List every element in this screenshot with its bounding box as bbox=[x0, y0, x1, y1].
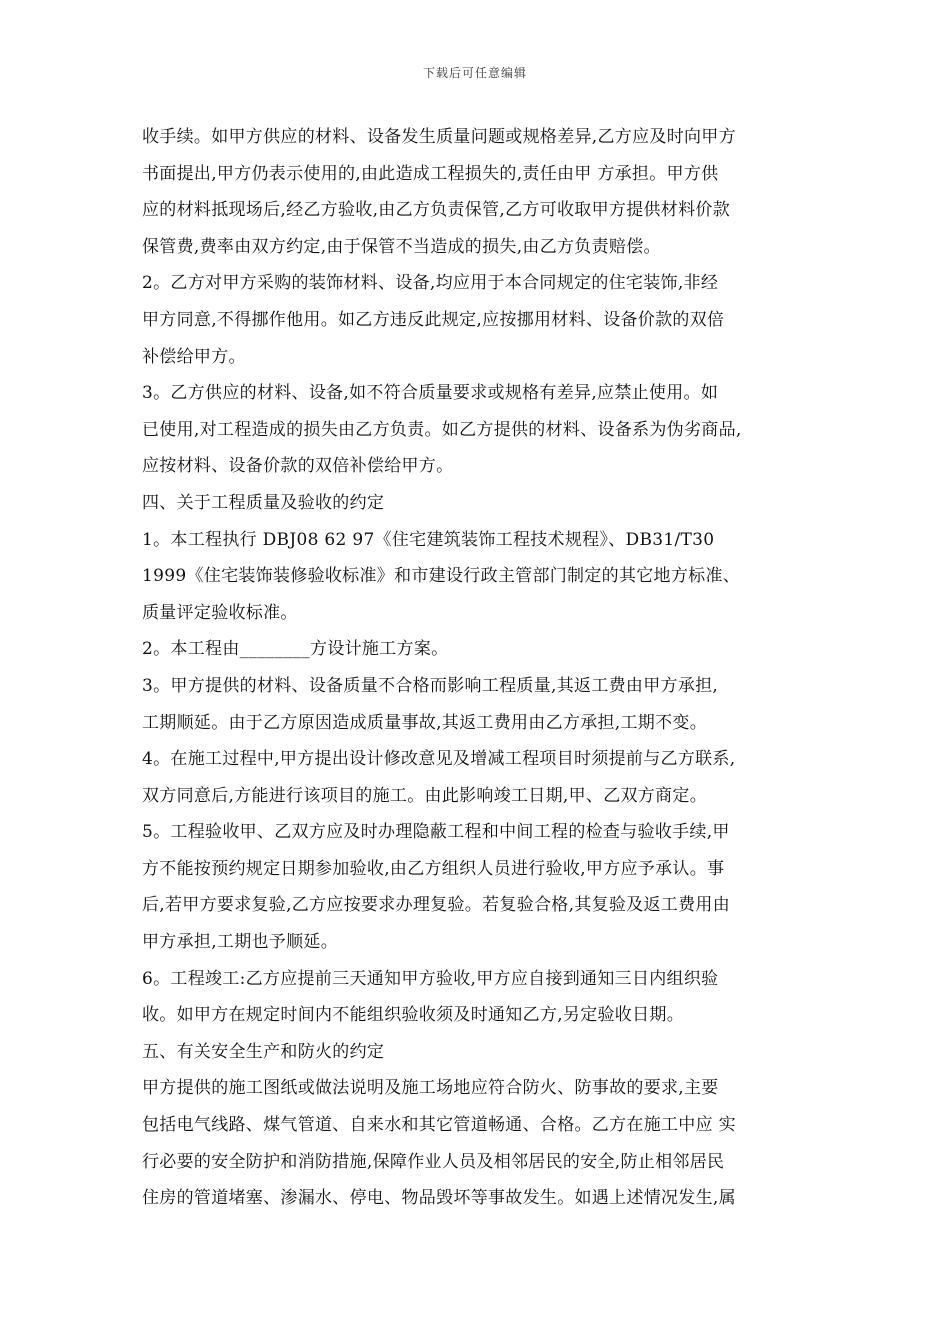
text-line: 收手续。如甲方供应的材料、设备发生质量问题或规格差异,乙方应及时向甲方 bbox=[142, 127, 736, 147]
text-line: 5。工程验收甲、乙双方应及时办理隐蔽工程和中间工程的检查与验收手续,甲 bbox=[142, 822, 730, 843]
text-line: 应按材料、设备价款的双倍补偿给甲方。 bbox=[142, 456, 454, 477]
text-line: 2。乙方对甲方采购的装饰材料、设备,均应用于本合同规定的住宅装饰,非经 bbox=[142, 273, 719, 294]
text-line: 补偿给甲方。 bbox=[142, 346, 246, 367]
text-line: 住房的管道堵塞、渗漏水、停电、物品毁坏等事故发生。如遇上述情况发生,属 bbox=[142, 1188, 736, 1209]
section-heading: 四、关于工程质量及验收的约定 bbox=[142, 492, 385, 513]
section-heading: 五、有关安全生产和防火的约定 bbox=[142, 1041, 385, 1062]
text-line: 书面提出,甲方仍表示使用的,由此造成工程损失的,责任由甲 方承担。甲方供 bbox=[142, 163, 719, 184]
text-line: 保管费,费率由双方约定,由于保管不当造成的损失,由乙方负责赔偿。 bbox=[142, 236, 661, 257]
text-line: 3。乙方供应的材料、设备,如不符合质量要求或规格有差异,应禁止使用。如 bbox=[142, 383, 719, 404]
text-line: 收。如甲方在规定时间内不能组织验收须及时通知乙方,另定验收日期。 bbox=[142, 1005, 685, 1026]
text-line: 甲方提供的施工图纸或做法说明及施工场地应符合防火、防事故的要求,主要 bbox=[142, 1078, 719, 1099]
text-line: 应的材料抵现场后,经乙方验收,由乙方负责保管,乙方可收取甲方提供材料价款 bbox=[142, 200, 731, 221]
text-line: 质量评定验收标准。 bbox=[142, 602, 298, 623]
text-line: 甲方承担,工期也予顺延。 bbox=[142, 932, 339, 953]
text-line: 包括电气线路、煤气管道、自来水和其它管道畅通、合格。乙方在施工中应 实 bbox=[142, 1115, 736, 1136]
text-line: 双方同意后,方能进行该项目的施工。由此影响竣工日期,甲、乙双方商定。 bbox=[142, 785, 708, 806]
text-line: 方不能按预约规定日期参加验收,由乙方组织人员进行验收,甲方应予承认。事 bbox=[142, 858, 725, 879]
text-line: 3。甲方提供的材料、设备质量不合格而影响工程质量,其返工费由甲方承担, bbox=[142, 675, 719, 696]
text-line: 1999《住宅装饰装修验收标准》和市建设行政主管部门制定的其它地方标准、 bbox=[142, 566, 741, 587]
text-line: 行必要的安全防护和消防措施,保障作业人员及相邻居民的安全,防止相邻居民 bbox=[142, 1151, 725, 1172]
text-line: 工期顺延。由于乙方原因造成质量事故,其返工费用由乙方承担,工期不变。 bbox=[142, 712, 708, 733]
text-line: 2。本工程由________方设计施工方案。 bbox=[142, 639, 449, 660]
text-line: 甲方同意,不得挪作他用。如乙方违反此规定,应按挪用材料、设备价款的双倍 bbox=[142, 309, 725, 330]
text-line: 6。工程竣工:乙方应提前三天通知甲方验收,甲方应自接到通知三日内组织验 bbox=[142, 968, 719, 989]
text-line: 4。在施工过程中,甲方提出设计修改意见及增减工程项目时须提前与乙方联系, bbox=[142, 749, 736, 770]
document-body bbox=[142, 119, 822, 1217]
page-header: 下载后可任意编辑 bbox=[422, 66, 527, 80]
text-line: 1。本工程执行 DBJ08 62 97《住宅建筑装饰工程技术规程》、DB31/T30 bbox=[142, 529, 715, 550]
text-line: 已使用,对工程造成的损失由乙方负责。如乙方提供的材料、设备系为伪劣商品, bbox=[142, 419, 742, 440]
text-line: 后,若甲方要求复验,乙方应按要求办理复验。若复验合格,其复验及返工费用由 bbox=[142, 895, 731, 916]
